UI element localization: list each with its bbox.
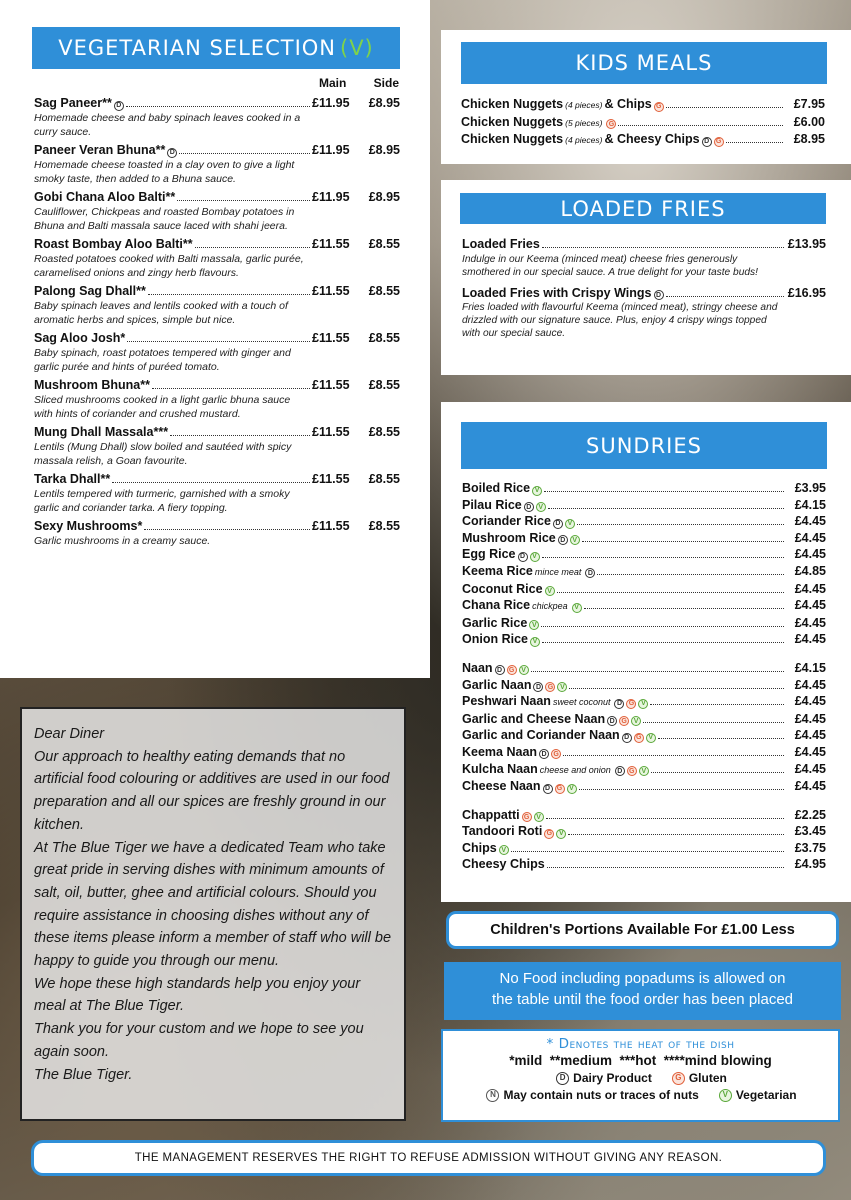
sundries-item [462,711,826,728]
dish-name: Chappatti [462,807,520,822]
legend-dairy-label: Dairy Product [573,1071,652,1085]
dish-name: Chicken Nuggets [461,132,564,147]
dot-leader [148,294,310,295]
dish-note: cheese and onion [539,764,611,775]
letter-paragraph: We hope these high standards help you enjoy your meal at The Blue Tiger. [34,975,361,1015]
letter-paragraph: Our approach to healthy eating demands that no artificial food colouring or additives are used in our food preparation and all our spices are freshly ground in our kitchen. [34,748,390,833]
dish-description: Homemade cheese and baby spinach leaves cooked in a curry sauce. [34,112,301,138]
sundries-item [462,563,826,581]
sundries-item [462,778,826,795]
dot-leader [195,247,310,248]
kids-meals-banner [461,42,827,84]
group-spacer [462,795,826,807]
dot-leader [563,755,784,756]
price: £4.95 [794,857,826,872]
main-price: £11.55 [312,237,350,251]
menu-item [34,95,400,139]
no-food-line-1: No Food including popadums is allowed on [499,970,786,987]
dot-leader [126,106,310,107]
dairy-icon: D [543,784,553,794]
vegetarian-icon: V [529,620,539,630]
dish-name: Chicken Nuggets [461,97,564,111]
gluten-icon: G [544,829,554,839]
dish-description: Indulge in our Keema (minced meat) cheese fries generously smothered in our special sauce. A true delight for your taste buds! [462,253,758,278]
childrens-portions-notice: Children's Portions Available For £1.00 Less [446,911,839,949]
price: £4.85 [794,563,826,578]
dish-name: Gobi Chana Aloo Balti** [34,190,176,204]
dot-leader [152,388,310,389]
vegetarian-icon: V [557,682,567,692]
dish-name: Onion Rice [462,632,528,647]
sundries-item [462,840,826,857]
dish-name: Loaded Fries with Crispy Wings [462,285,652,300]
dot-leader [569,688,784,689]
sundries-item [462,677,826,694]
gluten-icon: G [507,665,517,675]
gluten-icon: G [551,749,561,759]
menu-legend [441,1029,840,1122]
price: £3.95 [794,481,826,495]
sundries-banner [461,422,827,469]
main-price: £11.95 [312,96,350,110]
price: £4.45 [794,598,826,613]
dish-extra: & Chips [604,97,652,111]
dish-description: Lentils (Mung Dhall) slow boiled and sautéed with spicy massala relish, a Goan favourite. [34,441,292,467]
dish-description: Roasted potatoes cooked with Balti massala, garlic purée, caramelised onions and zingy herb flavours. [34,253,304,279]
dish-description: Baby spinach, roast potatoes tempered with ginger and garlic purée and hints of puréed tomato. [34,347,291,373]
sundries-item [462,615,826,632]
piece-count: (5 pieces) [565,117,603,128]
dot-leader [112,482,310,483]
dish-name: Cheesy Chips [462,857,545,872]
menu-item [34,377,400,421]
dish-name: Garlic and Cheese Naan [462,711,606,726]
side-price: £8.95 [368,190,400,204]
dot-leader [127,341,310,342]
vegetarian-icon: V [499,845,509,855]
kids-menu-item [461,131,825,149]
vegetarian-title: VEGETARIAN SELECTION [58,36,336,60]
price: £4.45 [794,530,826,545]
dish-name: Chana Rice [462,598,531,613]
legend-nuts-label: May contain nuts or traces of nuts [503,1088,699,1102]
menu-item [34,236,400,280]
main-price: £11.55 [312,284,350,298]
dish-name: Keema Naan [462,744,538,759]
dot-leader [650,704,784,705]
dish-note: chickpea [532,601,568,612]
sundries-panel [441,402,851,902]
dot-leader [666,296,785,297]
dot-leader [170,435,310,436]
sundries-title: SUNDRIES [586,433,702,458]
dish-name: Garlic Naan [462,677,532,692]
vegetarian-icon: V [638,699,648,709]
gluten-icon: G [672,1072,685,1085]
legend-vegetarian [717,1088,797,1102]
no-food-line-2: the table until the food order has been placed [491,991,794,1008]
letter-paragraph: At The Blue Tiger we have a dedicated Team who take great pride in serving dishes with minimum amounts of salt, oil, butter, ghee and artificial colours. Should you require assistance in choosing dishes without any of these items please inform a member of staff who will be happy to guide you through our menu. [34,839,392,970]
dish-name: Garlic and Coriander Naan [462,728,620,743]
price: £4.45 [794,547,826,562]
dot-leader [658,738,784,739]
dot-leader [726,142,783,143]
loaded-fries-banner [460,193,826,224]
legend-vegetarian-label: Vegetarian [735,1088,797,1102]
sundries-item [462,497,826,514]
price: £3.75 [794,840,826,855]
menu-item-line [34,189,400,205]
dot-leader [541,626,784,627]
vegetarian-title-mark: (V) [340,36,374,60]
gluten-icon: G [522,812,532,822]
menu-item-line [34,142,400,158]
dish-name: Tarka Dhall** [34,472,111,486]
dairy-icon: D [614,699,624,709]
dish-name: Chicken Nuggets [461,114,564,129]
group-spacer [462,648,826,660]
dish-name: Naan [462,660,493,675]
price: £4.45 [794,615,826,630]
gluten-icon: G [627,766,637,776]
price: £4.15 [794,660,826,675]
gluten-icon: G [555,784,565,794]
dot-leader [511,851,784,852]
dairy-icon: D [654,290,664,300]
dairy-icon: D [518,552,528,562]
dish-name: Garlic Rice [462,615,528,630]
dish-name: Chips [462,840,497,855]
dot-leader [544,491,784,492]
vegetarian-icon: V [567,784,577,794]
dot-leader [542,247,784,248]
dot-leader [557,592,784,593]
price: £3.45 [794,824,826,839]
piece-count: (4 pieces) [565,100,603,110]
sundries-item [462,513,826,530]
sundries-item [462,856,826,873]
price: £13.95 [787,237,826,251]
main-price: £11.55 [312,331,350,345]
main-price: £11.55 [312,519,350,533]
dish-name: Sag Paneer** [34,96,112,110]
vegetarian-icon: V [534,812,544,822]
dear-diner-message [20,707,406,1121]
dot-leader [584,608,784,609]
side-price: £8.55 [368,472,400,486]
price: £4.45 [794,744,826,759]
dish-name: Tandoori Roti [462,824,543,839]
dairy-icon: D [533,682,543,692]
gluten-icon: G [634,733,644,743]
dish-name: Boiled Rice [462,481,531,495]
side-price: £8.55 [368,519,400,533]
letter-paragraph: Thank you for your custom and we hope to see you again soon. [34,1021,364,1060]
dish-name: Kulcha Naan [462,761,538,776]
dish-name: Mung Dhall Massala*** [34,425,169,439]
menu-item-line [34,424,400,440]
sundries-item [462,660,826,677]
price: £4.45 [794,514,826,529]
vegetarian-icon: V [570,535,580,545]
legend-keys-row-1 [443,1071,838,1085]
gluten-icon: G [654,102,664,112]
col-side-label: Side [373,76,399,90]
loaded-fries-list [462,236,826,346]
vegetarian-icon: V [646,733,656,743]
dairy-icon: D [556,1072,569,1085]
gluten-icon: G [714,137,724,147]
vegetarian-icon: V [530,637,540,647]
sundries-item [462,693,826,711]
price: £4.45 [794,761,826,776]
dish-description: Homemade cheese toasted in a clay oven to give a light smoky taste, then added to a Bhuna sauce. [34,159,295,185]
heat-scale: *mild **medium ***hot ****mind blowing [509,1053,772,1068]
menu-item [34,424,400,468]
dot-leader [568,834,784,835]
legend-keys-row-2 [443,1088,838,1102]
dot-leader [651,772,784,773]
vegetarian-icon: V [545,586,555,596]
dot-leader [177,200,310,201]
dish-name: Coriander Rice [462,514,551,529]
price: £4.45 [794,677,826,692]
loaded-fries-title: LOADED FRIES [560,196,726,221]
heat-legend-title: * Denotes the heat of the dish [546,1036,735,1052]
dot-leader [144,529,310,530]
kids-meals-panel [441,30,851,164]
menu-item-line [34,518,400,534]
kids-menu-item [461,114,825,132]
dot-leader [579,789,784,790]
sundries-item [462,761,826,779]
price: £16.95 [787,285,826,300]
price: £4.45 [794,779,826,794]
letter-greeting: Dear Diner [34,726,105,742]
dish-extra: & Cheesy Chips [604,132,700,147]
dairy-icon: D [622,733,632,743]
price: £4.15 [794,497,826,512]
menu-item [34,283,400,327]
dish-description: Cauliflower, Chickpeas and roasted Bombay potatoes in Bhuna and Balti massala sauce laced with shahi jeera. [34,206,295,232]
menu-item-line [34,330,400,346]
dairy-icon: D [524,502,534,512]
dish-description: Baby spinach leaves and lentils cooked with a touch of aromatic herbs and spices, simple but nice. [34,300,288,326]
price: £4.45 [794,581,826,596]
side-price: £8.55 [368,284,400,298]
dish-description: Garlic mushrooms in a creamy sauce. [34,535,211,547]
price: £4.45 [794,694,826,709]
vegetarian-icon: V [631,716,641,726]
vegetarian-icon: V [519,665,529,675]
nuts-icon: N [486,1089,499,1102]
menu-item [34,142,400,186]
dot-leader [548,508,784,509]
dot-leader [643,722,784,723]
gluten-icon: G [619,716,629,726]
dot-leader [542,557,785,558]
dish-name: Roast Bombay Aloo Balti** [34,237,193,251]
price: £4.45 [794,728,826,743]
col-main-label: Main [319,76,347,90]
dish-description: Sliced mushrooms cooked in a light garlic bhuna sauce with hints of coriander and crushed mustard. [34,394,291,420]
dish-name: Palong Sag Dhall** [34,284,146,298]
price: £8.95 [793,132,825,147]
management-footer: THE MANAGEMENT RESERVES THE RIGHT TO REFUSE ADMISSION WITHOUT GIVING ANY REASON. [31,1140,826,1176]
dot-leader [531,671,784,672]
dish-name: Peshwari Naan [462,694,551,709]
fries-menu-item [462,236,826,253]
sundries-item [462,727,826,744]
price: £2.25 [794,807,826,822]
side-price: £8.55 [368,425,400,439]
side-price: £8.55 [368,378,400,392]
sundries-list [462,480,826,873]
dish-note: sweet coconut [552,697,611,708]
vegetarian-icon: V [530,552,540,562]
price: £6.00 [793,114,825,129]
side-price: £8.55 [368,237,400,251]
vegetarian-panel [0,0,430,678]
dairy-icon: D [585,568,595,578]
sundries-item [462,823,826,840]
sundries-item [462,744,826,761]
vegetarian-icon: V [719,1089,732,1102]
sundries-item [462,581,826,598]
sundries-item [462,530,826,547]
loaded-fries-panel [441,180,851,375]
menu-item-line [34,377,400,393]
dish-name: Sexy Mushrooms* [34,519,143,533]
dish-name: Sag Aloo Josh* [34,331,126,345]
gluten-icon: G [626,699,636,709]
dairy-icon: D [607,716,617,726]
vegetarian-icon: V [572,603,582,613]
side-price: £8.95 [368,96,400,110]
letter-paragraph: The Blue Tiger. [34,1066,133,1083]
dot-leader [618,125,783,126]
kids-menu-item [461,96,825,114]
dish-name: Coconut Rice [462,581,543,596]
fries-menu-item [462,285,826,302]
kids-meals-title: KIDS MEALS [575,51,713,75]
menu-item [34,330,400,374]
dot-leader [542,642,784,643]
dish-note: mince meat [534,566,582,577]
vegetarian-icon: V [532,486,542,496]
menu-item-line [34,283,400,299]
side-price: £8.95 [368,143,400,157]
dairy-icon: D [539,749,549,759]
menu-item-line [34,95,400,111]
main-price: £11.55 [312,378,350,392]
vegetarian-icon: V [565,519,575,529]
menu-item [34,471,400,515]
sundries-item [462,807,826,824]
dot-leader [666,107,783,108]
price-column-headers [315,76,405,90]
dish-name: Egg Rice [462,547,516,562]
vegetarian-icon: V [639,766,649,776]
gluten-icon: G [545,682,555,692]
legend-gluten-label: Gluten [688,1071,727,1085]
piece-count: (4 pieces) [565,135,603,146]
dish-name: Keema Rice [462,563,533,578]
dish-name: Cheese Naan [462,779,541,794]
dairy-icon: D [615,766,625,776]
dish-name: Mushroom Bhuna** [34,378,150,392]
dairy-icon: D [558,535,568,545]
menu-item [34,518,400,548]
dish-name: Paneer Veran Bhuna** [34,143,166,157]
dot-leader [597,574,784,575]
dairy-icon: D [553,519,563,529]
menu-item-line [34,471,400,487]
menu-item [34,189,400,233]
dot-leader [179,153,310,154]
price: £4.45 [794,711,826,726]
dairy-icon: D [495,665,505,675]
main-price: £11.55 [312,425,350,439]
dish-description: Fries loaded with flavourful Keema (minced meat), stringy cheese and drizzled with our signature sauce. Plus, enjoy 4 crispy wings topped with our special sauce. [462,302,778,340]
no-food-notice [444,962,841,1020]
vegetarian-icon: V [556,829,566,839]
main-price: £11.95 [312,190,350,204]
gluten-icon: G [606,119,616,129]
main-price: £11.95 [312,143,350,157]
legend-nuts [484,1088,698,1102]
vegetarian-icon: V [536,502,546,512]
price: £4.45 [794,632,826,647]
dairy-icon: D [114,101,124,111]
legend-dairy [554,1071,652,1085]
sundries-item [462,597,826,615]
dot-leader [546,818,784,819]
dot-leader [577,524,784,525]
dot-leader [547,867,784,868]
sundries-item [462,546,826,563]
dish-description: Lentils tempered with turmeric, garnished with a smoky garlic and coriander tarka. A fiery topping. [34,488,290,514]
sundries-item [462,480,826,497]
menu-item-line [34,236,400,252]
main-price: £11.55 [312,472,350,486]
sundries-item [462,631,826,648]
side-price: £8.55 [368,331,400,345]
dairy-icon: D [702,137,712,147]
legend-gluten [670,1071,727,1085]
dot-leader [582,541,784,542]
dish-name: Pilau Rice [462,497,522,512]
dairy-icon: D [167,148,177,158]
kids-meals-list [461,96,825,149]
dish-name: Loaded Fries [462,237,540,251]
vegetarian-list [34,95,400,551]
price: £7.95 [793,97,825,111]
dish-name: Mushroom Rice [462,530,556,545]
vegetarian-banner [32,27,400,69]
